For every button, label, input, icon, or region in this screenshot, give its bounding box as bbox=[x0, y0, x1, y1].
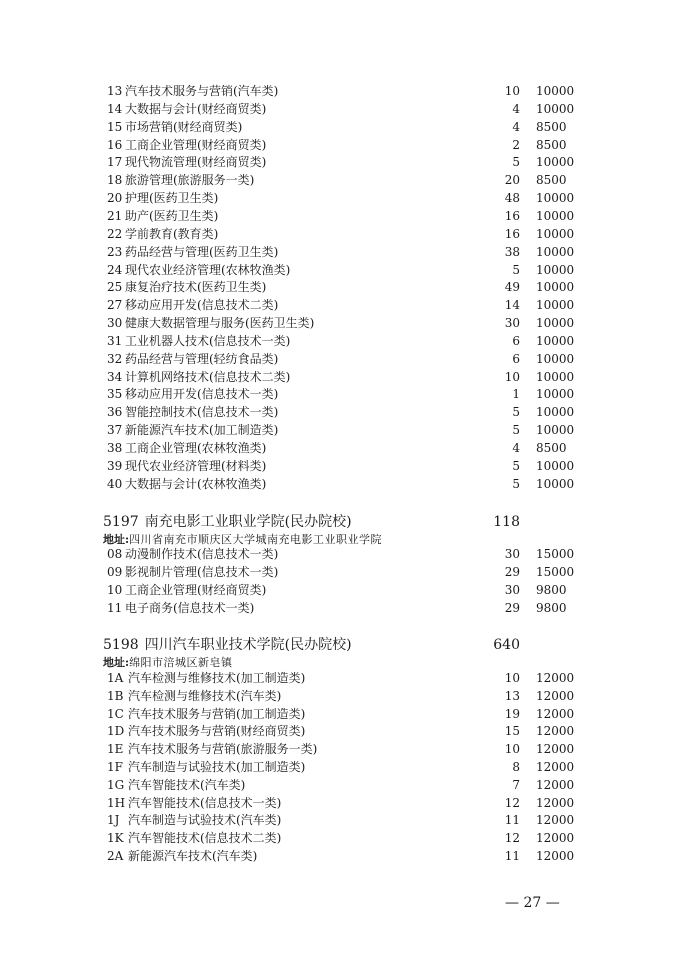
tuition-fee: 12000 bbox=[536, 777, 575, 792]
major-name: 汽车技术服务与营销(财经商贸类) bbox=[128, 724, 306, 739]
major-code: 34 bbox=[107, 369, 123, 384]
enrollment-count: 10 bbox=[504, 742, 520, 757]
tuition-fee: 10000 bbox=[536, 351, 575, 366]
address-text: 绵阳市涪城区新皂镇 bbox=[129, 656, 233, 669]
major-name: 大数据与会计(财经商贸类) bbox=[125, 101, 267, 116]
major-name: 学前教育(教育类) bbox=[125, 226, 219, 241]
major-code: 37 bbox=[107, 423, 123, 438]
tuition-fee: 10000 bbox=[536, 101, 575, 116]
enrollment-count: 15 bbox=[504, 724, 520, 739]
table-row bbox=[0, 118, 680, 136]
enrollment-count: 16 bbox=[504, 208, 520, 223]
table-row bbox=[0, 439, 680, 457]
major-name: 新能源汽车技术(汽车类) bbox=[128, 849, 258, 863]
table-row bbox=[0, 563, 680, 581]
major-code: 21 bbox=[107, 208, 123, 223]
tuition-fee: 15000 bbox=[536, 547, 575, 561]
major-name: 汽车智能技术(信息技术一类) bbox=[128, 795, 282, 810]
table-row bbox=[0, 368, 680, 386]
major-code: 13 bbox=[107, 84, 123, 98]
enrollment-count: 16 bbox=[504, 226, 520, 241]
major-code: 1D bbox=[107, 724, 125, 739]
major-code: 1H bbox=[107, 795, 126, 810]
tuition-fee: 10000 bbox=[536, 155, 575, 170]
tuition-fee: 9800 bbox=[536, 600, 567, 615]
enrollment-count: 20 bbox=[504, 173, 520, 188]
major-code: 18 bbox=[107, 173, 123, 188]
enrollment-count: 8 bbox=[512, 760, 520, 774]
tuition-fee: 10000 bbox=[536, 226, 575, 241]
tuition-fee: 8500 bbox=[536, 119, 567, 134]
table-row bbox=[0, 794, 680, 812]
tuition-fee: 10000 bbox=[536, 476, 575, 491]
major-code: 08 bbox=[107, 547, 123, 561]
table-row bbox=[0, 385, 680, 403]
table-row bbox=[0, 687, 680, 705]
table-row bbox=[0, 225, 680, 243]
major-name: 汽车检测与维修技术(加工制造类) bbox=[128, 671, 306, 685]
tuition-fee: 12000 bbox=[536, 849, 575, 863]
enrollment-count: 11 bbox=[504, 813, 520, 828]
major-name: 康复治疗技术(医药卫生类) bbox=[125, 280, 267, 295]
table-row bbox=[0, 296, 680, 314]
tuition-fee: 12000 bbox=[536, 831, 575, 846]
table-row bbox=[0, 261, 680, 279]
major-name: 现代农业经济管理(材料类) bbox=[125, 458, 267, 473]
major-name: 工商企业管理(农林牧渔类) bbox=[125, 441, 267, 455]
enrollment-count: 5 bbox=[512, 476, 520, 491]
major-code: 1E bbox=[107, 742, 124, 757]
major-name: 市场营销(财经商贸类) bbox=[125, 119, 243, 134]
major-name: 汽车技术服务与营销(加工制造类) bbox=[128, 706, 306, 721]
enrollment-count: 14 bbox=[504, 298, 520, 313]
major-name: 动漫制作技术(信息技术一类) bbox=[125, 547, 279, 561]
major-code: 22 bbox=[107, 226, 123, 241]
major-code: 15 bbox=[107, 119, 123, 134]
enrollment-count: 10 bbox=[504, 84, 520, 98]
enrollment-count: 48 bbox=[504, 191, 520, 206]
major-code: 1F bbox=[107, 760, 123, 774]
school-name: 四川汽车职业技术学院(民办院校) bbox=[144, 637, 352, 653]
enrollment-count: 6 bbox=[512, 333, 520, 348]
table-row bbox=[0, 740, 680, 758]
tuition-fee: 10000 bbox=[536, 423, 575, 438]
school-header bbox=[103, 512, 352, 532]
major-name: 汽车检测与维修技术(汽车类) bbox=[128, 688, 282, 703]
enrollment-count: 19 bbox=[504, 706, 520, 721]
tuition-fee: 10000 bbox=[536, 262, 575, 277]
major-code: 1B bbox=[107, 688, 124, 703]
table-row bbox=[0, 669, 680, 687]
tuition-fee: 12000 bbox=[536, 813, 575, 828]
table-row bbox=[0, 545, 680, 563]
tuition-fee: 10000 bbox=[536, 191, 575, 206]
school-id: 5198 bbox=[103, 637, 139, 653]
tuition-fee: 10000 bbox=[536, 280, 575, 295]
enrollment-count: 38 bbox=[504, 244, 520, 259]
table-row bbox=[0, 829, 680, 847]
enrollment-count: 4 bbox=[512, 441, 520, 455]
major-code: 30 bbox=[107, 316, 123, 331]
major-name: 助产(医药卫生类) bbox=[125, 208, 219, 223]
major-code: 1A bbox=[107, 671, 124, 685]
major-name: 汽车技术服务与营销(旅游服务一类) bbox=[128, 742, 318, 757]
table-row bbox=[0, 207, 680, 225]
major-name: 现代物流管理(财经商贸类) bbox=[125, 155, 267, 170]
tuition-fee: 10000 bbox=[536, 369, 575, 384]
major-code: 25 bbox=[107, 280, 123, 295]
tuition-fee: 12000 bbox=[536, 706, 575, 721]
table-row bbox=[0, 705, 680, 723]
major-name: 现代农业经济管理(农林牧渔类) bbox=[125, 262, 291, 277]
enrollment-count: 4 bbox=[512, 119, 520, 134]
major-code: 09 bbox=[107, 564, 123, 579]
table-row bbox=[0, 811, 680, 829]
major-code: 11 bbox=[107, 600, 123, 615]
tuition-fee: 12000 bbox=[536, 724, 575, 739]
tuition-fee: 15000 bbox=[536, 564, 575, 579]
major-name: 药品经营与管理(医药卫生类) bbox=[125, 244, 279, 259]
major-code: 16 bbox=[107, 137, 123, 152]
enrollment-count: 29 bbox=[504, 564, 520, 579]
major-code: 1C bbox=[107, 706, 124, 721]
major-name: 工商企业管理(财经商贸类) bbox=[125, 582, 267, 597]
school-id: 5197 bbox=[103, 514, 139, 530]
enrollment-count: 49 bbox=[504, 280, 520, 295]
enrollment-count: 30 bbox=[504, 582, 520, 597]
major-name: 工业机器人技术(信息技术一类) bbox=[125, 333, 291, 348]
tuition-fee: 8500 bbox=[536, 137, 567, 152]
major-code: 14 bbox=[107, 101, 123, 116]
enrollment-count: 5 bbox=[512, 155, 520, 170]
major-name: 汽车技术服务与营销(汽车类) bbox=[125, 84, 279, 98]
enrollment-count: 5 bbox=[512, 458, 520, 473]
enrollment-count: 2 bbox=[512, 137, 520, 152]
tuition-fee: 12000 bbox=[536, 742, 575, 757]
tuition-fee: 10000 bbox=[536, 84, 575, 98]
major-code: 2A bbox=[107, 849, 124, 863]
enrollment-count: 5 bbox=[512, 262, 520, 277]
school-header bbox=[103, 635, 352, 655]
major-name: 智能控制技术(信息技术一类) bbox=[125, 405, 279, 420]
tuition-fee: 12000 bbox=[536, 688, 575, 703]
major-name: 工商企业管理(财经商贸类) bbox=[125, 137, 267, 152]
table-row bbox=[0, 82, 680, 100]
table-row bbox=[0, 457, 680, 475]
major-code: 17 bbox=[107, 155, 123, 170]
enrollment-count: 4 bbox=[512, 101, 520, 116]
major-name: 汽车智能技术(信息技术二类) bbox=[128, 831, 282, 846]
table-row bbox=[0, 243, 680, 261]
major-code: 35 bbox=[107, 387, 123, 402]
tuition-fee: 12000 bbox=[536, 671, 575, 685]
tuition-fee: 9800 bbox=[536, 582, 567, 597]
major-name: 新能源汽车技术(加工制造类) bbox=[125, 423, 279, 438]
major-name: 健康大数据管理与服务(医药卫生类) bbox=[125, 316, 315, 331]
table-row bbox=[0, 421, 680, 439]
address-label: 地址: bbox=[103, 533, 130, 546]
major-code: 38 bbox=[107, 441, 123, 455]
enrollment-count: 12 bbox=[504, 795, 520, 810]
enrollment-count: 1 bbox=[512, 387, 520, 402]
major-code: 1G bbox=[107, 777, 125, 792]
tuition-fee: 10000 bbox=[536, 244, 575, 259]
table-row bbox=[0, 847, 680, 865]
tuition-fee: 10000 bbox=[536, 458, 575, 473]
major-name: 大数据与会计(农林牧渔类) bbox=[125, 476, 267, 491]
school-total: 118 bbox=[493, 514, 520, 530]
table-row bbox=[0, 171, 680, 189]
table-row bbox=[0, 722, 680, 740]
enrollment-count: 30 bbox=[504, 316, 520, 331]
address-text: 四川省南充市顺庆区大学城南充电影工业职业学院 bbox=[129, 533, 383, 546]
enrollment-count: 6 bbox=[512, 351, 520, 366]
tuition-fee: 10000 bbox=[536, 208, 575, 223]
tuition-fee: 10000 bbox=[536, 316, 575, 331]
tuition-fee: 12000 bbox=[536, 760, 575, 774]
table-row bbox=[0, 403, 680, 421]
enrollment-count: 10 bbox=[504, 671, 520, 685]
table-row bbox=[0, 475, 680, 493]
enrollment-count: 7 bbox=[512, 777, 520, 792]
major-name: 移动应用开发(信息技术一类) bbox=[125, 387, 279, 402]
major-name: 药品经营与管理(轻纺食品类) bbox=[125, 351, 279, 366]
table-row bbox=[0, 136, 680, 154]
major-name: 汽车制造与试验技术(汽车类) bbox=[128, 813, 282, 828]
table-row bbox=[0, 100, 680, 118]
enrollment-count: 30 bbox=[504, 547, 520, 561]
major-code: 32 bbox=[107, 351, 123, 366]
major-code: 20 bbox=[107, 191, 123, 206]
major-code: 27 bbox=[107, 298, 123, 313]
page-number: — 27 — bbox=[505, 895, 560, 911]
major-name: 护理(医药卫生类) bbox=[125, 191, 219, 206]
school-total: 640 bbox=[493, 637, 520, 653]
tuition-fee: 12000 bbox=[536, 795, 575, 810]
major-code: 1K bbox=[107, 831, 124, 846]
table-row bbox=[0, 189, 680, 207]
table-row bbox=[0, 278, 680, 296]
table-row bbox=[0, 758, 680, 776]
major-name: 影视制片管理(信息技术一类) bbox=[125, 564, 279, 579]
table-row bbox=[0, 350, 680, 368]
table-row bbox=[0, 581, 680, 599]
major-code: 23 bbox=[107, 244, 123, 259]
major-code: 10 bbox=[107, 582, 123, 597]
major-name: 汽车制造与试验技术(加工制造类) bbox=[128, 760, 306, 774]
major-name: 旅游管理(旅游服务一类) bbox=[125, 173, 255, 188]
enrollment-count: 5 bbox=[512, 423, 520, 438]
tuition-fee: 10000 bbox=[536, 333, 575, 348]
table-row bbox=[0, 314, 680, 332]
school-name: 南充电影工业职业学院(民办院校) bbox=[144, 514, 352, 530]
major-code: 40 bbox=[107, 476, 123, 491]
enrollment-count: 10 bbox=[504, 369, 520, 384]
major-name: 电子商务(信息技术一类) bbox=[125, 600, 255, 615]
table-row bbox=[0, 332, 680, 350]
enrollment-count: 12 bbox=[504, 831, 520, 846]
enrollment-count: 5 bbox=[512, 405, 520, 420]
address-label: 地址: bbox=[103, 656, 130, 669]
major-code: 24 bbox=[107, 262, 123, 277]
tuition-fee: 8500 bbox=[536, 173, 567, 188]
tuition-fee: 10000 bbox=[536, 298, 575, 313]
table-row bbox=[0, 153, 680, 171]
major-name: 汽车智能技术(汽车类) bbox=[128, 777, 246, 792]
major-code: 31 bbox=[107, 333, 123, 348]
enrollment-count: 29 bbox=[504, 600, 520, 615]
tuition-fee: 10000 bbox=[536, 405, 575, 420]
tuition-fee: 8500 bbox=[536, 441, 567, 455]
major-code: 36 bbox=[107, 405, 123, 420]
tuition-fee: 10000 bbox=[536, 387, 575, 402]
enrollment-count: 11 bbox=[504, 849, 520, 863]
major-code: 39 bbox=[107, 458, 123, 473]
table-row bbox=[0, 776, 680, 794]
major-name: 计算机网络技术(信息技术二类) bbox=[125, 369, 291, 384]
table-row bbox=[0, 599, 680, 617]
enrollment-count: 13 bbox=[504, 688, 520, 703]
major-name: 移动应用开发(信息技术二类) bbox=[125, 298, 279, 313]
major-code: 1J bbox=[107, 813, 120, 828]
